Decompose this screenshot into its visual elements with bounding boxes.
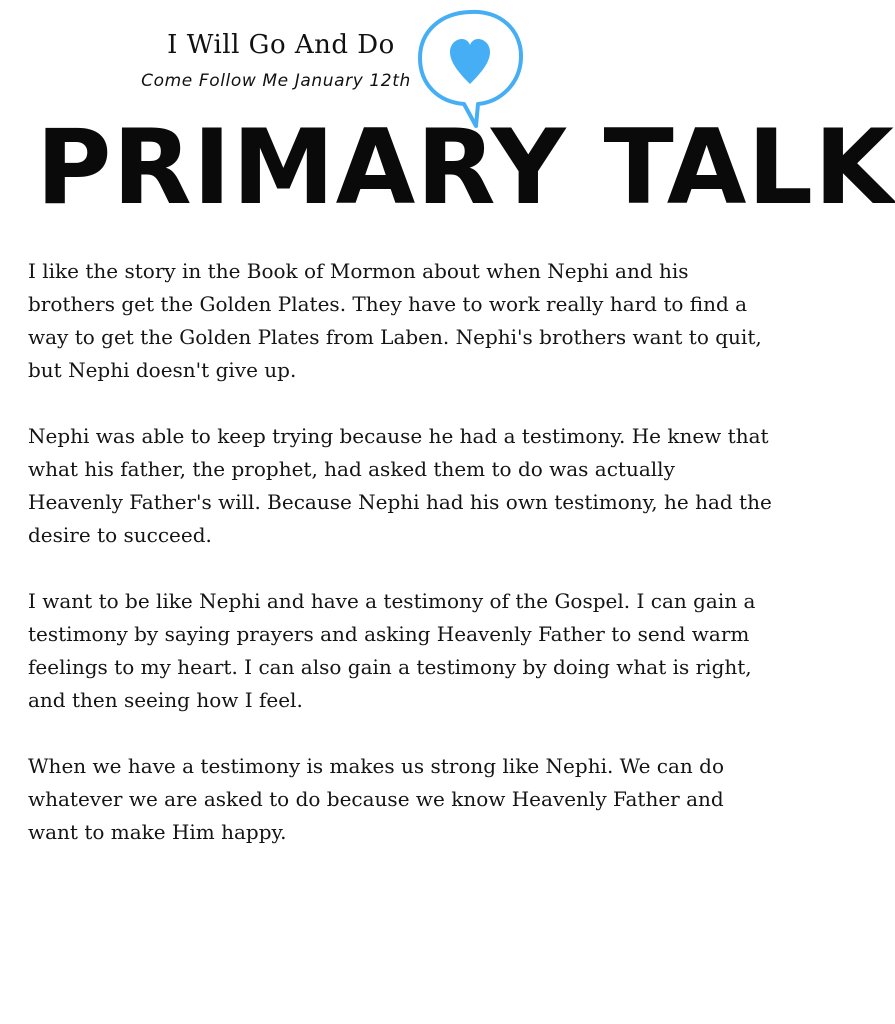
heart-icon	[450, 39, 490, 84]
page-title: PRIMARY TALK	[36, 108, 895, 228]
header-subtitle: Come Follow Me January 12th	[141, 71, 411, 91]
paragraph: Nephi was able to keep trying because he had a testimony. He knew that what his father, the prophet, had asked them to do was actually Heavenly Father's will. Because Nephi had his own testimony, he had the desire to succeed.	[28, 424, 772, 547]
header-title: I Will Go And Do	[167, 30, 395, 60]
paragraph: I like the story in the Book of Mormon about when Nephi and his brothers get the Golden Plates. They have to work really hard to find a way to get the Golden Plates from Laben. Nephi's brothers want to quit, but Nephi doesn't give up.	[28, 259, 762, 382]
talk-body	[28, 255, 776, 882]
paragraph: When we have a testimony is makes us strong like Nephi. We can do whatever we are asked to do because we know Heavenly Father and want to make Him happy.	[28, 754, 725, 844]
paragraph: I want to be like Nephi and have a testimony of the Gospel. I can gain a testimony by saying prayers and asking Heavenly Father to send warm feelings to my heart. I can also gain a testimony by doing what is right, and then seeing how I feel.	[28, 589, 756, 712]
